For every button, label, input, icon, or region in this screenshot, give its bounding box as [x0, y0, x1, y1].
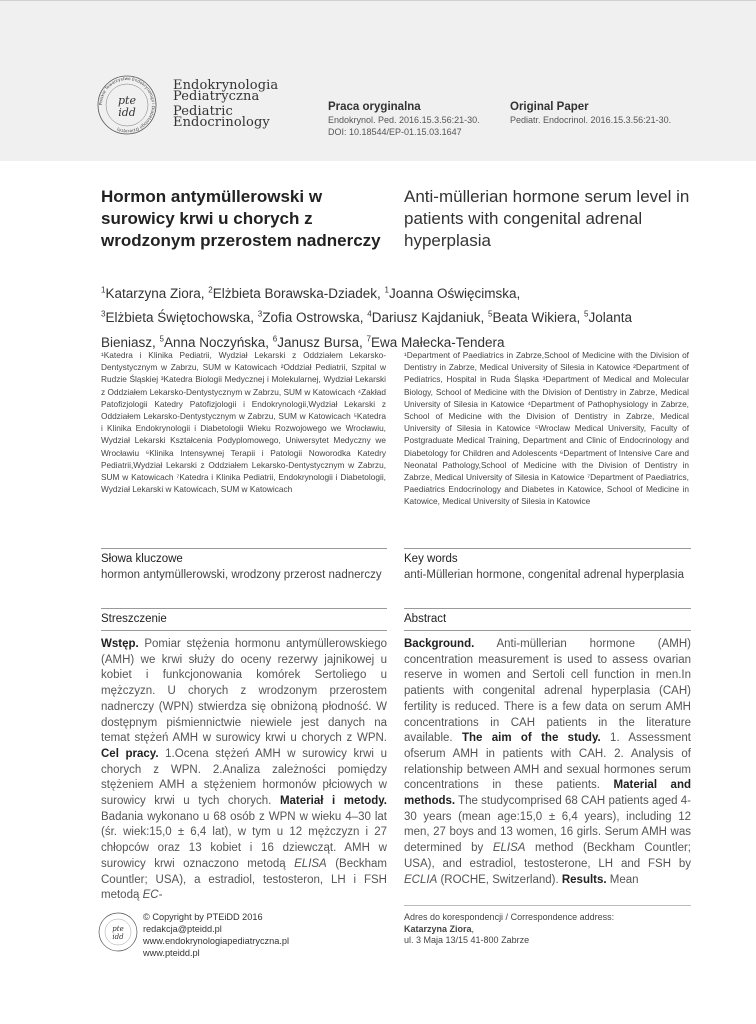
affiliations-en: ¹Department of Paediatrics in Zabrze,School of Medicine with the Division of Dentistry in Zabrze, Medical University of Silesia in Katowice ²Department of Pediatrics, Hospital in Ruda Śląska ³Department of Medical and Molecular Biology, School of Medicine with the Division of Dentistry in Zabrze, Medical University of Silesia in Katowice ⁴Department of Pathophysiology in Zabrze, School of Medicine with the Division of Dentistry in Zabrze, Medical University of Silesia in Katowice ⁵Wroclaw Medical University, Faculty of Postgraduate Medical Training, Department and Clinic of Endocrinology and Diabetology for Children and Adolescents ⁶Department of Intensive Care and Neonatal Pathology,School of Medicine with the Division of Dentistry in Zabrze, Medical University of Silesia in Katowice ⁷Department of Paediatrics, Paediatrics Endocrinology and Diabetes in Katowice, School of Medicine in Katowice, Medical University of Silesia in Katowice: [404, 350, 689, 507]
author-list: [101, 279, 681, 353]
abstract-pl-aim-label: Cel pracy.: [101, 747, 159, 760]
journal-name-en-2: Endocrinology: [173, 115, 270, 130]
abstract-en-methods-label: Material and methods.: [404, 779, 691, 808]
svg-text:idd: idd: [112, 933, 124, 941]
svg-text:pte: pte: [118, 94, 136, 107]
journal-name: [173, 80, 278, 128]
paper-type-pl-label: Praca oryginalna: [328, 101, 421, 113]
author: $^3$Zofia Ostrowska,: [257, 309, 368, 325]
abstract-en-results-label: Results.: [561, 873, 607, 886]
affiliations-pl: ¹Katedra i Klinika Pediatrii, Wydział Lekarski z Oddziałem Lekarsko-Dentystycznym w Zabrzu, SUM w Katowicach ²Oddział Pediatrii, Szpital w Rudzie Śląskiej ³Katedra Biologii Medycznej i Molekularnej, Wydział Lekarski z Oddziałem Lekarsko-Dentystycznym w Zabrzu, SUM w Katowicach ⁴Zakład Patofizjologii Katedry Patofizjologii i Endokrynologii,Wydział Lekarski z Oddziałem Lekarsko-Dentystycznym w Zabrzu, SUM w Katowicach ⁵Katedra i Klinika Endokrynologii i Diabetologii Wieku Rozwojowego we Wrocławiu, Wydział Lekarski Kształcenia Podyplomowego, Uniwersytet Medyczny we Wrocławiu ⁶Klinika Intensywnej Terapii i Patologii Noworodka Katedry Pediatrii,Wydział Lekarski z Oddziałem Lekarsko-Dentystycznym w Zabrzu, SUM w Katowicach ⁷Katedra i Klinika Pediatrii, Endokrynologii i Diabetologii, Wydział Lekarski w Katowicach, SUM w Katowicach: [101, 350, 386, 495]
author: $^5$Jolanta Bieniasz,: [101, 309, 633, 350]
divider: [404, 608, 691, 609]
paper-citation-en: Pediatr. Endocrinol. 2016.15.3.56:21-30.: [510, 115, 672, 125]
title-en: Anti-müllerian hormone serum level in patients with congenital adrenal hyperplasia: [404, 187, 690, 250]
divider: [404, 905, 691, 906]
abstract-en-aim-label: The aim of the study.: [461, 732, 601, 745]
keywords-pl-heading: Słowa kluczowe: [101, 553, 183, 565]
author: $^7$Ewa Małecka-Tendera: [366, 334, 505, 350]
author: $^5$Anna Noczyńska,: [159, 334, 273, 350]
correspondence-name: Katarzyna Ziora: [404, 923, 472, 934]
paper-type-pl: [328, 101, 508, 138]
divider: [101, 630, 387, 631]
paper-citation-pl: Endokrynol. Ped. 2016.15.3.56:21-30.: [328, 115, 480, 125]
divider: [404, 548, 691, 549]
keywords-pl: hormon antymüllerowski, wrodzony przerost nadnerczy: [101, 569, 382, 581]
paper-type-en-label: Original Paper: [510, 101, 589, 113]
abstract-en-heading: Abstract: [404, 613, 447, 625]
copyright-text: © Copyright by PTEiDD 2016: [143, 912, 263, 922]
journal-seal-logo: [96, 74, 158, 136]
paper-doi: DOI: 10.18544/EP-01.15.03.1647: [328, 127, 462, 137]
abstract-pl-body: Wstęp. Pomiar stężenia hormonu antymüllerowskiego (AMH) we krwi służy do oceny rezerwy jajnikowej u kobiet i funkcjonowania komórek Sertoliego u mężczyzn. U chorych z wrodzonym przerostem nadnerczy (WPN) stwierdza się obniżoną płodność. W dostępnym piśmiennictwie niewiele jest danych na temat stężeń AMH w surowicy krwi u chorych z WPN. Cel pracy. 1.Ocena stężeń AMH w surowicy krwi u chorych z WPN. 2.Analiza zależności pomiędzy stężeniem AMH a stężeniem hormonów płciowych w surowicy krwi u tych chorych. Materiał i metody. Badania wykonano u 68 osób z WPN w wieku 4–30 lat (śr. wiek:15,0 ± 6,4 lat), w tym u 12 mężczyzn i 27 chłopców oraz 13 kobiet i 16 dziewcząt. AMH w surowicy krwi oznaczono metodą ELISA (Beckham Countler; USA), a estradiol, testosteron, LH i FSH metodą EC-: [101, 638, 387, 902]
abstract-pl-intro-label: Wstęp.: [101, 638, 139, 650]
journal-name-pl-2: Pediatryczna: [173, 89, 260, 104]
footer-copyright: [143, 911, 289, 959]
keywords-en-heading: Key words: [404, 553, 458, 565]
keywords-en: anti-Müllerian hormone, congenital adrenal hyperplasia: [404, 569, 684, 581]
abstract-en-body: Background. Anti-müllerian hormone (AMH) concentration measurement is used to assess ovarian reserve in women and Sertoli cell function in men.In patients with congenital adrenal hyperplasia (CAH) fertility is reduced. There is a few data on serum AMH concentrations in CAH patients in the literature available. The aim of the study. 1. Assessment ofserum AMH in patients with CAH. 2. Analysis of relationship between AMH and sexual hormones serum concentrations in these patients. Material and methods. The studycomprised 68 CAH patients aged 4-30 years (mean age:15,0 ± 6,4 years), including 12 men, 27 boys and 13 women, 16 girls. Serum AMH was determined by ELISA method (Beckham Countler; USA), and estradiol, testosterone, LH and FSH by ECLIA (ROCHE, Switzerland). Results. Mean: [404, 638, 692, 886]
footer-email-link[interactable]: redakcja@pteidd.pl: [143, 924, 222, 934]
journal-name-en-1: Pediatric: [173, 104, 233, 119]
author: $^6$Janusz Bursa,: [272, 334, 367, 350]
journal-name-pl-1: Endokrynologia: [173, 78, 279, 93]
abstract-pl-methods-label: Materiał i metody.: [279, 795, 387, 808]
author: $^1$Katarzyna Ziora,: [101, 285, 209, 301]
footer-site-link[interactable]: www.pteidd.pl: [143, 948, 200, 958]
author: $^4$Dariusz Kajdaniuk,: [367, 309, 489, 325]
correspondence-label: Adres do korespondencji / Correspondence address:: [404, 912, 615, 922]
author: $^3$Elżbieta Świętochowska,: [101, 309, 258, 325]
svg-text:Polskie Towarzystwo Endokrynol: Polskie Towarzystwo Endokrynologii i Diabetologii Dziecięcej: [97, 75, 157, 135]
svg-text:idd: idd: [118, 106, 136, 119]
svg-text:pte: pte: [112, 925, 124, 933]
abstract-pl-heading: Streszczenie: [101, 613, 167, 625]
correspondence-name-line: Katarzyna Ziora,: [404, 923, 475, 934]
correspondence-address: ul. 3 Maja 13/15 41-800 Zabrze: [404, 935, 530, 945]
author: $^2$Elżbieta Borawska-Dziadek,: [208, 285, 385, 301]
title-pl: Hormon antymüllerowski w surowicy krwi u chorych z wrodzonym przerostem nadnerczy: [101, 187, 381, 250]
divider: [404, 630, 691, 631]
paper-type-en: [510, 101, 730, 126]
abstract-en-background-label: Background.: [404, 638, 475, 650]
footer-seal-logo: [98, 912, 138, 952]
correspondence: [404, 912, 614, 947]
divider: [101, 548, 387, 549]
footer-site-link[interactable]: www.endokrynologiapediatryczna.pl: [143, 936, 290, 946]
author: $^1$Joanna Oświęcimska,: [384, 285, 521, 301]
author: $^5$Beata Wikiera,: [488, 309, 585, 325]
divider: [101, 608, 387, 609]
